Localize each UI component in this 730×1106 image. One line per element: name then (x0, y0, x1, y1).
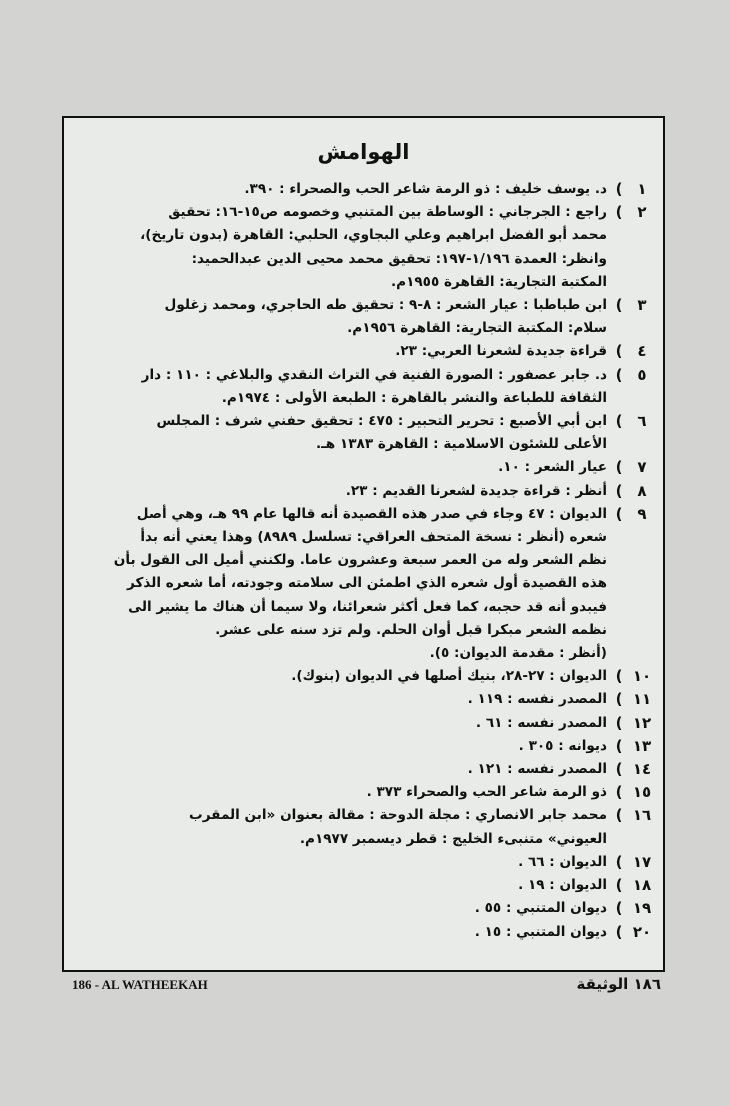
footnote-text: د. يوسف خليف : ذو الرمة شاعر الحب والصحراء : ٣٩٠. (244, 181, 607, 197)
footnote-paren: ) (615, 736, 623, 755)
footnote-item (76, 340, 653, 363)
footnote-paren: ) (615, 690, 623, 709)
footnote-item (76, 851, 653, 874)
footnote-number: ٣ (637, 296, 647, 315)
footnote-number: ٧ (637, 458, 647, 477)
footnote-paren: ) (615, 180, 623, 198)
footnote-text: عيار الشعر : ١٠. (498, 459, 607, 476)
footnote-number: ١٣ (632, 736, 652, 755)
footnote-text: الديوان : ٤٧ وجاء في صدر هذه القصيدة أنه قالها عام ٩٩ هـ، وهي أصل شعره (أنظر : نسخة المتحف العراقي: تسلسل ٨٩٨٩) وهذا يعني أنه بدأ نظم الشعر وله من العمر سبعة وعشرون عاما. ولكنني أميل الى القول بأن هذه القصيدة أول شعره الذي اطمئن الى سلامته وجودته، أما شعره الذكر فيبدو أنه قد حجبه، كما فعل أكثر شعرائنا، ولا سيما أن هناك ما يشير الى نظمه الشعر مبكرا قبل أوان الحلم. ولم تزد سنه على عشر. (أنظر : مقدمة الديوان: ٥). (113, 505, 607, 662)
footnote-text: ديوان المتنبي : ١٥ . (474, 923, 607, 940)
footnote-item (76, 665, 653, 688)
footnote-paren: ) (615, 296, 623, 315)
footnote-paren: ) (615, 852, 623, 871)
footer-page-label-latin: 186 - AL WATHEEKAH (72, 977, 208, 992)
footnote-paren: ) (615, 504, 623, 523)
footnote-item (76, 688, 653, 711)
footnote-item (76, 897, 653, 920)
footnote-text: المصدر نفسه : ١٢١ . (467, 761, 607, 778)
footnote-paren: ) (615, 481, 623, 500)
footnote-item (76, 178, 653, 201)
footnote-paren: ) (615, 806, 623, 825)
footnote-text: محمد جابر الانصاري : مجلة الدوحة : مقالة بعنوان «ابن المقرب العيوني» متنبىء الخليج : قطر ديسمبر ١٩٧٧م. (189, 807, 607, 847)
footnote-item (76, 781, 653, 804)
footnote-item (76, 294, 653, 340)
footnote-item (76, 921, 653, 944)
footnote-number: ٦ (637, 412, 647, 431)
footnote-item (76, 758, 653, 781)
page-frame (62, 116, 665, 972)
footnote-number: ٢ (637, 203, 647, 222)
footnote-number: ١ (637, 180, 647, 198)
footnote-number: ١٧ (632, 852, 652, 871)
page-footer (62, 975, 665, 997)
footnote-number: ١٤ (632, 760, 652, 779)
footnote-item (76, 804, 653, 850)
footnote-paren: ) (615, 412, 623, 431)
footnote-item (76, 712, 653, 735)
footnote-paren: ) (615, 876, 623, 895)
footnote-paren: ) (615, 899, 623, 918)
footnotes-list (76, 178, 653, 944)
footnote-number: ١٠ (632, 667, 652, 686)
footnote-text: أنظر : قراءة جديدة لشعرنا القديم : ٢٣. (345, 482, 607, 499)
footnote-number: ١٩ (632, 899, 652, 918)
footnote-number: ٢٠ (632, 922, 652, 941)
footnote-paren: ) (615, 203, 623, 222)
footnote-item (76, 874, 653, 897)
footnote-number: ١٥ (632, 783, 652, 802)
footnote-text: الديوان : ٢٧-٢٨، بنيك أصلها في الديوان (بنوك). (291, 668, 607, 685)
footnote-text: ديوان المتنبي : ٥٥ . (474, 900, 607, 917)
footnote-text: ذو الرمة شاعر الحب والصحراء ٣٧٣ . (366, 784, 607, 801)
footnote-number: ١٨ (632, 876, 652, 895)
footnote-paren: ) (615, 922, 623, 941)
footnote-item (76, 503, 653, 665)
footnote-paren: ) (615, 783, 623, 802)
footnote-paren: ) (615, 760, 623, 779)
footnote-number: ٤ (637, 342, 647, 361)
footnote-text: ديوانه : ٣٠٥ . (518, 737, 607, 754)
footnote-number: ١٢ (632, 713, 652, 732)
footnote-item (76, 201, 653, 294)
footnote-text: د. جابر عصفور : الصورة الفنية في التراث النقدي والبلاغي : ١١٠ : دار الثقافة للطباعة والنشر بالقاهرة : الطبعة الأولى : ١٩٧٤م. (141, 366, 607, 406)
footnote-paren: ) (615, 365, 623, 384)
footnote-item (76, 456, 653, 479)
footnote-text: ابن طباطبا : عيار الشعر : ٨-٩ : تحقيق طه الحاجري، ومحمد زغلول سلام: المكتبة التجارية: القاهرة ١٩٥٦م. (164, 297, 607, 337)
footnote-number: ٩ (637, 504, 647, 523)
footnote-text: المصدر نفسه : ١١٩ . (467, 691, 607, 708)
footnote-number: ٥ (637, 365, 647, 384)
footnote-text: الديوان : ١٩ . (518, 877, 607, 894)
footnote-text: المصدر نفسه : ٦١ . (475, 714, 607, 731)
footer-page-label-arabic: ١٨٦ الوثيقة (576, 975, 661, 993)
footnote-item (76, 480, 653, 503)
footnote-paren: ) (615, 713, 623, 732)
footnote-number: ١١ (632, 690, 652, 709)
footnote-paren: ) (615, 667, 623, 686)
footnote-paren: ) (615, 458, 623, 477)
footnote-item (76, 364, 653, 410)
footnote-text: ابن أبي الأصبع : تحرير التحبير : ٤٧٥ : تحقيق حفني شرف : المجلس الأعلى للشئون الاسلامية : القاهرة ١٣٨٣ هـ. (156, 413, 607, 453)
footnote-text: الديوان : ٦٦ . (518, 853, 607, 870)
page-title: الهوامش (317, 140, 410, 164)
footnote-item (76, 410, 653, 456)
footnote-number: ٨ (637, 481, 647, 500)
footnote-item (76, 735, 653, 758)
footnote-number: ١٦ (632, 806, 652, 825)
footnote-text: راجع : الجرجاني : الوساطة بين المتنبي وخصومه ص١٥-١٦: تحقيق محمد أبو الفضل ابراهيم وعلي البجاوي، الحلبي: القاهرة (بدون تاريخ)، وانظر: العمدة ١/١٩٦-١٩٧: تحقيق محمد محيى الدين عبدالحميد: المكتبة التجارية: القاهرة ١٩٥٥م. (140, 204, 607, 290)
footnote-paren: ) (615, 342, 623, 361)
footnote-text: قراءة جديدة لشعرنا العربي: ٢٣. (395, 343, 607, 360)
